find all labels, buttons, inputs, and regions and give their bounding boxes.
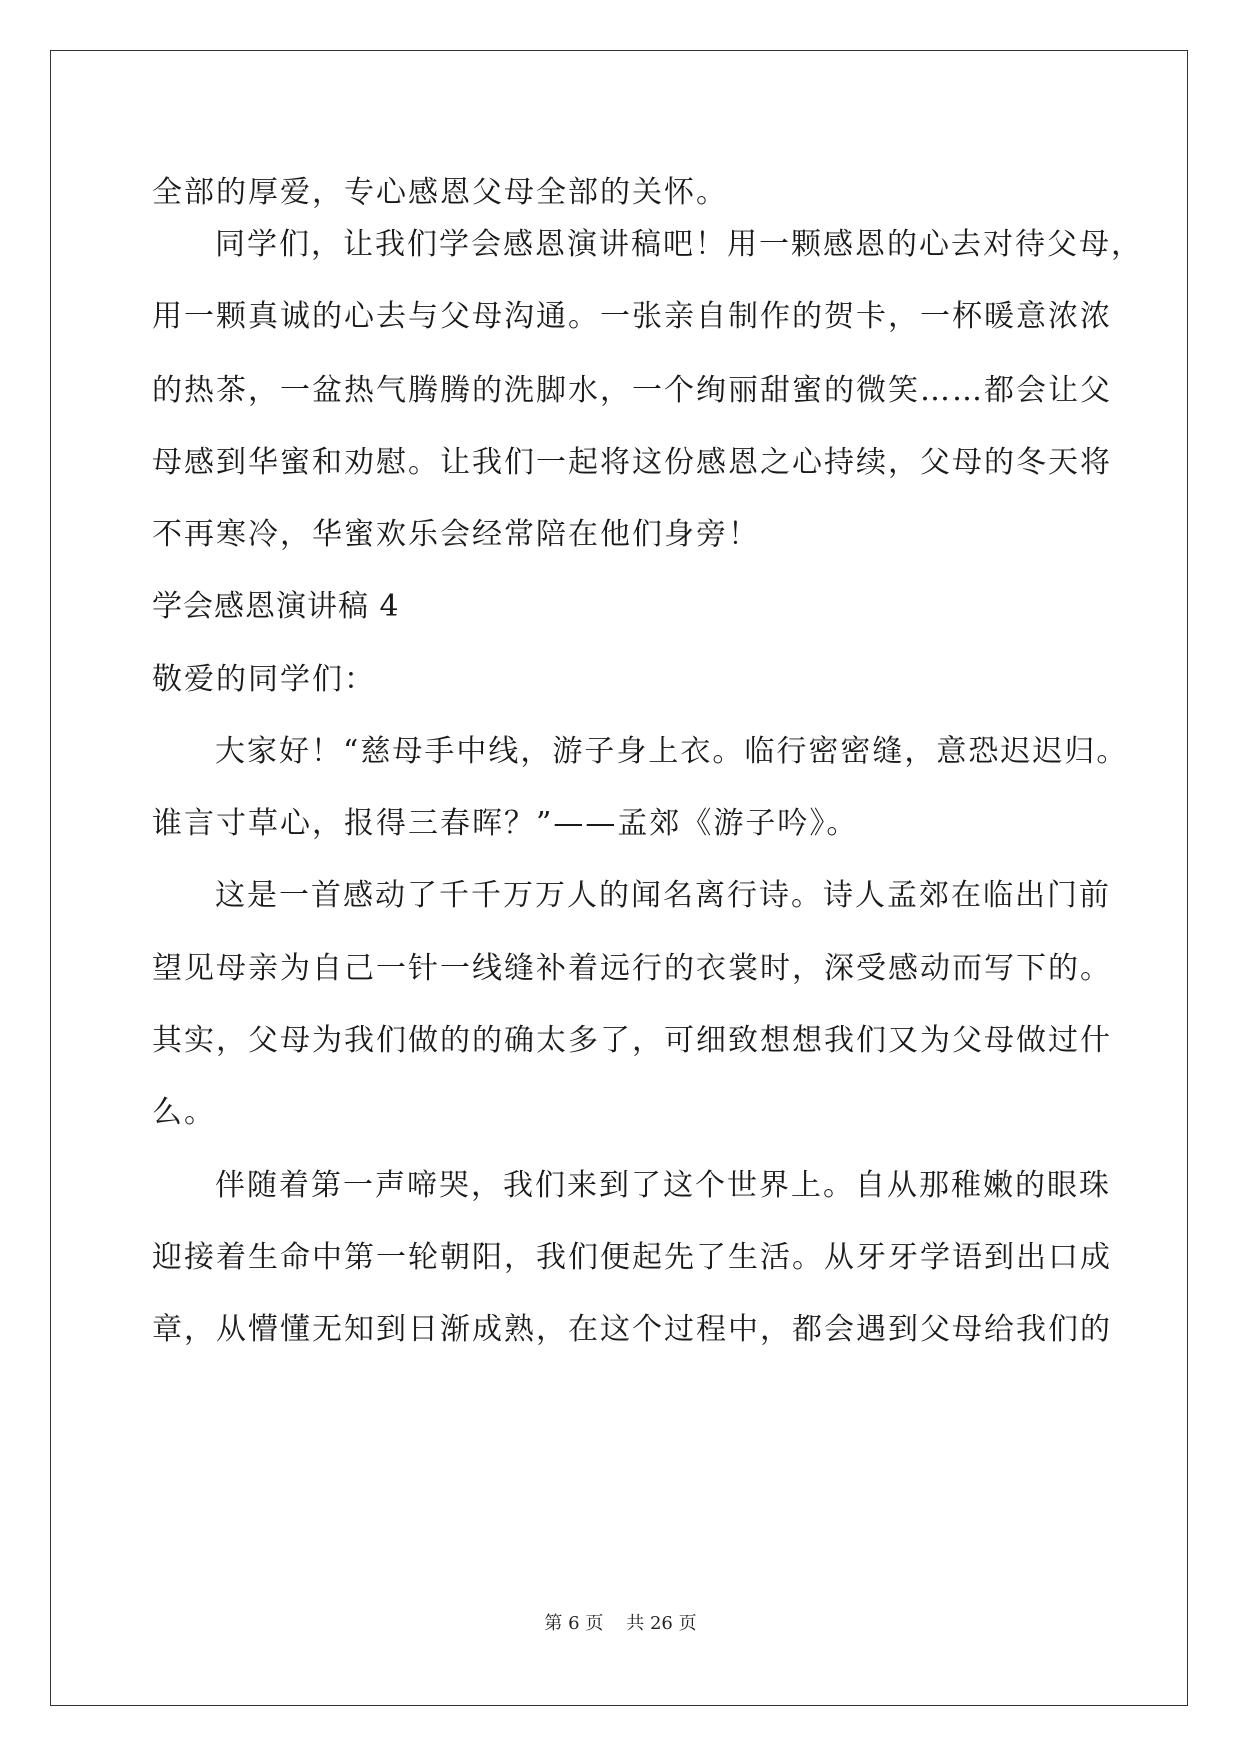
page-number: 第 6 页 <box>544 1613 604 1634</box>
body-line: 母感到华蜜和劝慰。让我们一起将这份感恩之心持续，父母的冬天将 <box>152 445 1112 480</box>
body-line: 同学们，让我们学会感恩演讲稿吧！用一颗感恩的心去对待父母， <box>215 227 1143 262</box>
body-line: 章，从懵懂无知到日渐成熟，在这个过程中，都会遇到父母给我们的 <box>152 1312 1112 1347</box>
body-line: 不再寒冷，华蜜欢乐会经常陪在他们身旁！ <box>152 517 760 552</box>
body-line: 这是一首感动了千千万万人的闻名离行诗。诗人孟郊在临出门前 <box>215 878 1111 913</box>
body-line: 其实，父母为我们做的的确太多了，可细致想想我们又为父母做过什 <box>152 1023 1112 1058</box>
body-line: 谁言寸草心，报得三春晖？”——孟郊《游子吟》。 <box>152 806 859 841</box>
body-line: 大家好！“慈母手中线，游子身上衣。临行密密缝，意恐迟迟归。 <box>215 734 1129 769</box>
body-line: 用一颗真诚的心去与父母沟通。一张亲自制作的贺卡，一杯暖意浓浓 <box>152 299 1112 334</box>
body-line: 望见母亲为自己一针一线缝补着远行的衣裳时，深受感动而写下的。 <box>152 951 1112 986</box>
section-heading: 学会感恩演讲稿 4 <box>152 589 400 624</box>
page-footer <box>0 1612 1241 1636</box>
total-pages: 共 26 页 <box>626 1613 697 1634</box>
body-line: 的热茶，一盆热气腾腾的洗脚水，一个绚丽甜蜜的微笑……都会让父 <box>152 373 1112 408</box>
body-line: 么。 <box>152 1095 216 1130</box>
body-line: 伴随着第一声啼哭，我们来到了这个世界上。自从那稚嫩的眼珠 <box>215 1168 1111 1203</box>
salutation: 敬爱的同学们： <box>152 662 376 697</box>
body-line: 迎接着生命中第一轮朝阳，我们便起先了生活。从牙牙学语到出口成 <box>152 1240 1112 1275</box>
footer-spacer <box>603 1613 626 1634</box>
body-line: 全部的厚爱，专心感恩父母全部的关怀。 <box>152 175 728 210</box>
